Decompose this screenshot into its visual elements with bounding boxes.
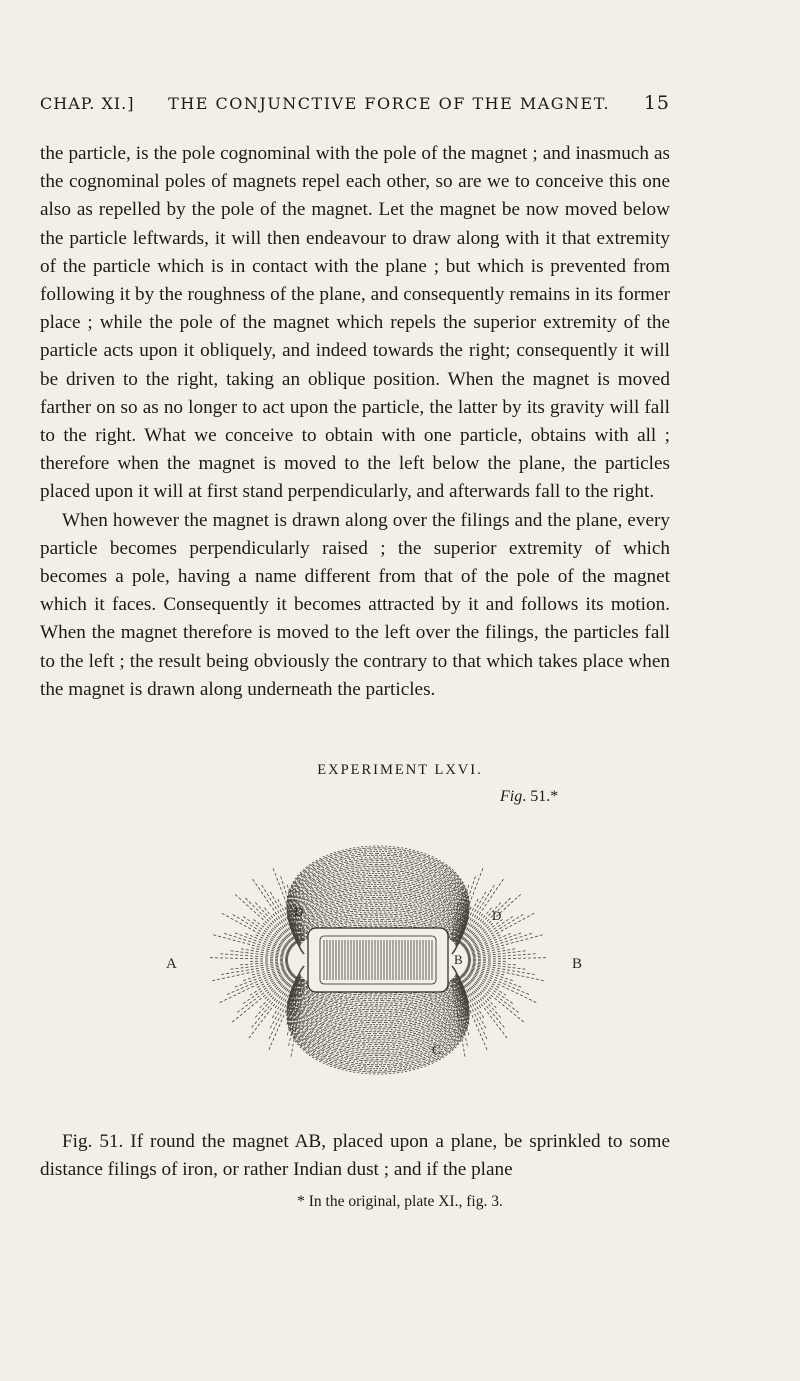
body-text — [40, 140, 670, 704]
paragraph-2: When however the magnet is drawn along over the filings and the plane, every particle becomes perpendicularly raised ; the superior extremity of which becomes a pole, having a name different from that of the pole of the magnet which it faces. Consequently it becomes attracted by it and follows its motion. When the magnet therefore is moved to the left over the filings, the particles fall to the left ; the result being obviously the contrary to that which takes place when the magnet is drawn along underneath the particles. — [40, 509, 670, 700]
field-line — [466, 970, 501, 989]
experiment-heading: EXPERIMENT LXVI. — [317, 762, 483, 778]
magnet-figure — [160, 800, 600, 1120]
pole-letter-b: B — [572, 956, 583, 972]
pole-letter-a: A — [166, 956, 177, 972]
field-line — [241, 966, 289, 981]
field-line — [248, 960, 288, 961]
point-letter-d-left: D — [294, 904, 304, 919]
chapter-title: THE CONJUNCTIVE FORCE OF THE MAGNET. — [168, 94, 611, 113]
page-number: 15 — [643, 92, 670, 114]
chapter-label: CHAP. XI.] — [40, 94, 135, 113]
field-line — [261, 883, 298, 943]
field-line — [234, 893, 293, 947]
footnote: * In the original, plate XI., fig. 3. — [297, 1193, 503, 1210]
field-line — [468, 960, 508, 961]
field-line — [211, 934, 288, 955]
field-line — [220, 912, 290, 950]
magnet-bar — [308, 928, 448, 992]
figure-label-number: . 51.* — [522, 788, 559, 805]
figure-label-prefix: Fig — [500, 788, 523, 805]
paragraph-1: the particle, is the pole cognominal with the pole of the magnet ; and inasmuch as the cognominal poles of magnets repel each other, so are we to conceive this one also as repelled by the pole of the magnet. Let the magnet be now moved below the particle leftwards, it will then endeavour to draw along with it that extremity of the particle which is in contact with the plane ; but which is prevented from following it by the roughness of the plane, and consequently remains in its former place ; while the pole of the magnet which repels the superior extremity of the particle acts upon it obliquely, and indeed towards the right; consequently it will be driven to the right, taking an oblique position. When the magnet is moved farther on so as no longer to act upon the particle, the latter by its gravity will fall to the right. What we conceive to obtain with one particle, obtains with all ; therefore when the magnet is moved to the left below the plane, the particles placed upon it will at first stand perpendicularly, and afterwards fall to the right. — [40, 143, 670, 503]
field-line — [467, 934, 544, 955]
point-letter-c: C — [432, 1042, 441, 1057]
magnet-letter-b: B — [454, 952, 463, 967]
field-line — [231, 913, 291, 949]
point-letter-d: D — [492, 908, 502, 923]
running-head — [40, 92, 670, 118]
field-line — [255, 970, 290, 989]
field-line — [467, 966, 515, 981]
figure-caption: Fig. 51. If round the magnet AB, placed upon a plane, be sprinkled to some distance filings of iron, or rather Indian dust ; and if the plane — [40, 1131, 670, 1181]
